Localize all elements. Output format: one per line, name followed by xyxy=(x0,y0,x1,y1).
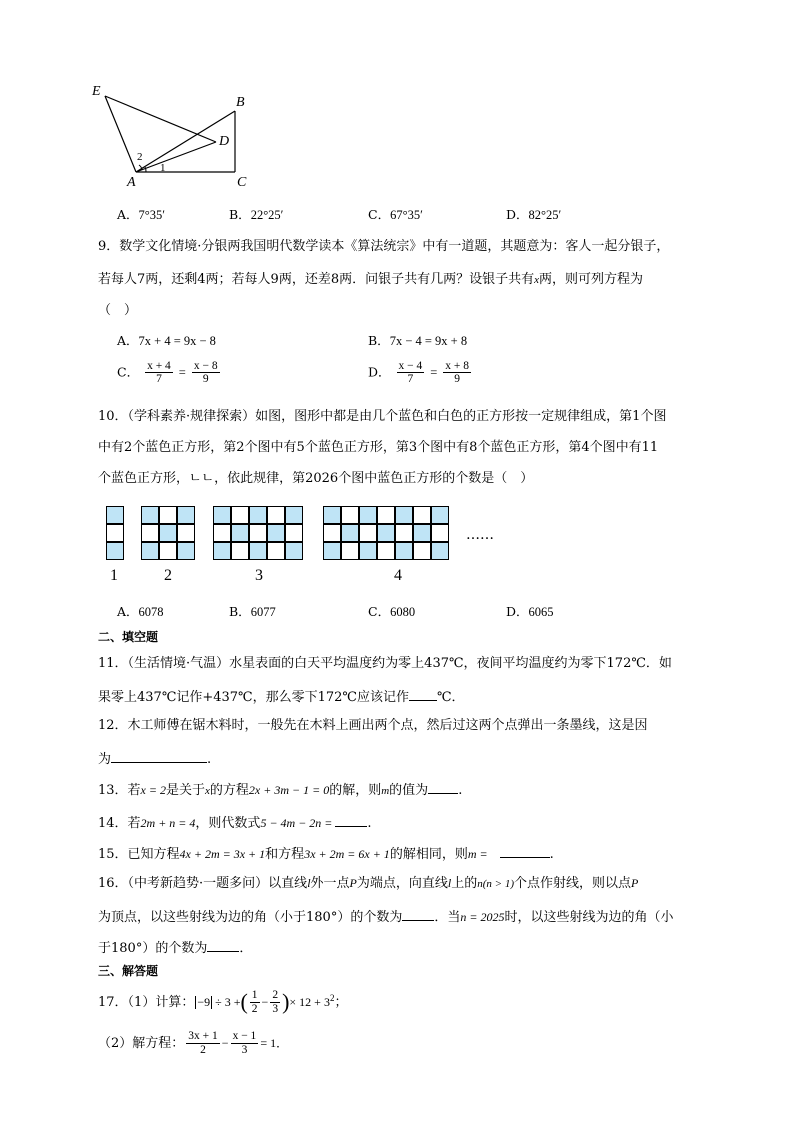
figure-2-cell xyxy=(159,542,177,560)
figure-4-cell xyxy=(395,506,413,524)
figure-3-cell xyxy=(267,506,285,524)
figure-2-cell xyxy=(141,524,159,542)
figure-label-1: 1 xyxy=(110,567,118,584)
figure-4-cell xyxy=(341,542,359,560)
figure-3-cell xyxy=(285,506,303,524)
figure-4-cell xyxy=(413,524,431,542)
q16-line3: 于180°）的个数为 ． xyxy=(98,941,253,956)
open-paren: ( xyxy=(240,989,248,1014)
q9-line3: （ ） xyxy=(98,303,138,318)
q10-line3: 个蓝色正方形，ㄴㄴ，依此规律，第2026个图中蓝色正方形的个数是（ ） xyxy=(98,471,534,486)
q8-option-c: C．67°35′ xyxy=(368,207,423,222)
abs-left-bar xyxy=(195,996,196,1009)
q9-option-a: A．7x + 4 = 9x − 8 xyxy=(117,333,216,348)
angle-1-label: 1 xyxy=(160,162,166,174)
figure-3-cell xyxy=(249,542,267,560)
q9-line1: 9．数学文化情境·分银两我国明代数学读本《算法统宗》中有一道题，其题意为：客人一起分银子， xyxy=(98,239,670,254)
q17-part1: 17．（1）计算： −9 ÷ 3 + ( $\frac{1}{2}$ − $\frac{2}{3}$ ) × 12 + 3 $^2$ ； xyxy=(98,989,348,1015)
figure-4-cell xyxy=(377,524,395,542)
q17-part2: （2）解方程： $\frac{3x + 1}{2}$ − $\frac{x - 1}{3}$ = 1． xyxy=(98,1030,289,1056)
q12-line2: 为 . xyxy=(98,752,212,767)
figure-4-cell xyxy=(431,506,449,524)
figure-4-cell xyxy=(341,524,359,542)
figure-3-cell xyxy=(285,524,303,542)
figure-4-cell xyxy=(323,524,341,542)
figure-1-cell xyxy=(106,506,124,524)
figure-4-cell xyxy=(431,524,449,542)
q10-line1: 10．（学科素养·规律探索）如图，图形中都是由几个蓝色和白色的正方形按一定规律组成，第1个图 xyxy=(98,409,667,424)
figure-label-4: 4 xyxy=(394,567,402,584)
q16-answer-blank-1[interactable] xyxy=(402,908,434,921)
figure-2-cell xyxy=(159,506,177,524)
figure-4-cell xyxy=(359,506,377,524)
q12-line1: 12．木工师傅在锯木料时，一般先在木料上画出两个点，然后过这两个点弹出一条墨线，这是因 xyxy=(98,718,648,733)
figure-4-cell xyxy=(359,524,377,542)
q9-option-d: D． $\frac{x - 4}{7}$ = $\frac{x + 8}{9}$ xyxy=(368,360,470,386)
figure-3-cell xyxy=(213,542,231,560)
q11-answer-blank[interactable] xyxy=(409,688,437,701)
figure-3-cell xyxy=(231,542,249,560)
q11-line2: 果零上437℃记作+437℃，那么零下172℃应该记作 ℃． xyxy=(98,690,465,705)
figure-4-cell xyxy=(413,542,431,560)
q11-line1: 11．（生活情境·气温）水星表面的白天平均温度约为零上437℃，夜间平均温度约为零下172℃．如 xyxy=(98,656,672,671)
abs-right-bar xyxy=(211,996,212,1009)
figure-3-cell xyxy=(231,506,249,524)
figure-4-cell xyxy=(431,542,449,560)
q12-answer-blank[interactable] xyxy=(111,750,207,763)
figure-4-cell xyxy=(359,542,377,560)
pattern-ellipsis: …… xyxy=(466,527,494,543)
figure-3-cell xyxy=(213,524,231,542)
q13-answer-blank[interactable] xyxy=(428,781,458,794)
figure-2-cell xyxy=(177,506,195,524)
segment-AD xyxy=(136,142,216,172)
angle-1-arc xyxy=(145,167,146,172)
figure-3-cell xyxy=(267,524,285,542)
label-B: B xyxy=(236,95,245,110)
figure-1-cell xyxy=(106,524,124,542)
figure-label-2: 2 xyxy=(164,567,172,584)
q9-option-b: B．7x − 4 = 9x + 8 xyxy=(368,333,468,348)
figure-3-cell xyxy=(213,506,231,524)
q9-option-c: C． $\frac{x + 4}{7}$ = $\frac{x - 8}{9}$ xyxy=(117,360,218,386)
q15-line: 15．已知方程4x + 2m = 3x + 1和方程3x + 2m = 6x + 1的解相同，则m = . xyxy=(98,847,554,862)
figure-2-cell xyxy=(141,506,159,524)
figure-4-cell xyxy=(395,524,413,542)
figure-3-cell xyxy=(285,542,303,560)
q9-line2: 若每人7两，还剩4两；若每人9两，还差8两．问银子共有几两？设银子共有x两，则可列方程为 xyxy=(98,272,643,287)
segment-ED xyxy=(105,96,216,142)
q16-answer-blank-2[interactable] xyxy=(207,939,239,952)
q10-option-d: D．6065 xyxy=(506,604,554,619)
label-C: C xyxy=(237,175,247,190)
figure-2-cell xyxy=(141,542,159,560)
section-fill-in-heading: 二、填空题 xyxy=(98,630,159,644)
q8-option-d: D．82°25′ xyxy=(506,207,562,222)
q13-line: 13．若x = 2是关于x的方程2x + 3m − 1 = 0的解，则m的值为 . xyxy=(98,783,463,798)
figure-3-cell xyxy=(231,524,249,542)
label-D: D xyxy=(219,134,230,149)
angle-2-label: 2 xyxy=(137,151,143,163)
figure-4-cell xyxy=(377,506,395,524)
figure-4-cell xyxy=(395,542,413,560)
figure-3-cell xyxy=(249,524,267,542)
q14-line: 14．若2m + n = 4，则代数式5 − 4m − 2n = . xyxy=(98,816,372,831)
figure-2-cell xyxy=(177,524,195,542)
figure-1-cell xyxy=(106,542,124,560)
figure-4-cell xyxy=(413,506,431,524)
figure-label-3: 3 xyxy=(255,567,263,584)
figure-2-cell xyxy=(177,542,195,560)
label-E: E xyxy=(92,84,101,99)
figure-4-cell xyxy=(323,542,341,560)
figure-3-cell xyxy=(249,506,267,524)
q10-option-a: A．6078 xyxy=(117,604,164,619)
q14-answer-blank[interactable] xyxy=(335,814,367,827)
figure-2-cell xyxy=(159,524,177,542)
figure-3-cell xyxy=(267,542,285,560)
q8-option-a: A．7°35′ xyxy=(117,207,166,222)
q10-option-b: B．6077 xyxy=(229,604,276,619)
section-solve-heading: 三、解答题 xyxy=(98,964,159,978)
q10-line2: 中有2个蓝色正方形，第2个图中有5个蓝色正方形，第3个图中有8个蓝色正方形，第4个图中有11 xyxy=(98,440,659,455)
label-A: A xyxy=(127,175,136,190)
q16-line1: 16．（中考新趋势·一题多问）以直线l外一点P为端点，向直线l上的n(n > 1)个点作射线，则以点P xyxy=(98,876,639,891)
figure-4-cell xyxy=(377,542,395,560)
q8-option-b: B．22°25′ xyxy=(229,207,284,222)
figure-4-cell xyxy=(341,506,359,524)
figure-4-cell xyxy=(323,506,341,524)
q10-option-c: C．6080 xyxy=(368,604,416,619)
close-paren: ) xyxy=(282,989,290,1014)
q16-line2: 为顶点，以这些射线为边的角（小于180°）的个数为 ．当n = 2025时，以这些射线为边的角（小 xyxy=(98,910,674,925)
q15-answer-blank[interactable] xyxy=(500,845,550,858)
triangle-figure xyxy=(88,84,258,194)
